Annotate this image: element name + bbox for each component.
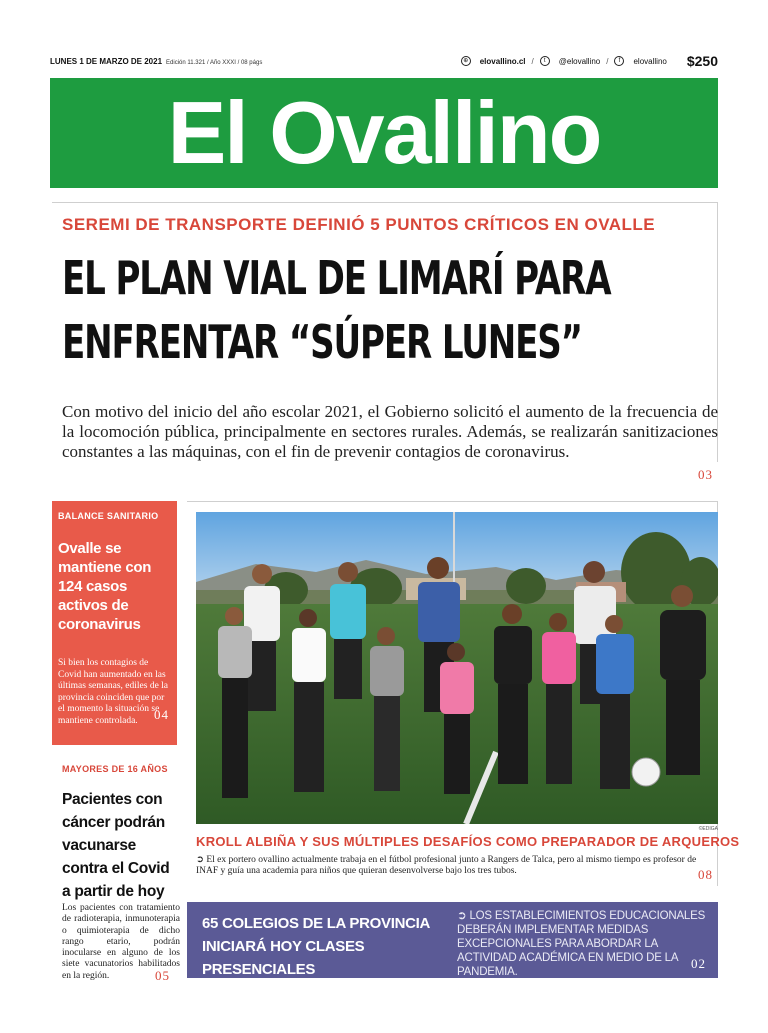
health-box-body: Si bien los contagios de Covid han aumentado en las últimas semanas, ediles de la provincia coinciden que por el momento la situación se mantiene controlada.: [58, 658, 169, 726]
main-story-lede: Con motivo del inicio del año escolar 2021, el Gobierno solicitó el aumento de la frecuencia de la locomoción pública, principalmente en sectores rurales. Además, se realizarán sanitizaciones constantes a las máquinas, con el fin de prevenir contagios de coronavirus.: [62, 402, 718, 461]
web-icon: ⊕: [461, 56, 471, 66]
main-headline-line-1: EL PLAN VIAL DE LIMARÍ PARA: [62, 251, 611, 305]
health-box-tag: BALANCE SANITARIO: [58, 511, 159, 521]
arrow-right-icon: ➲: [457, 910, 470, 922]
health-balance-box[interactable]: [52, 501, 177, 745]
main-story-page-number: 03: [698, 467, 713, 482]
contact-line: [461, 53, 718, 69]
facebook-handle[interactable]: elovallino: [633, 56, 667, 66]
schools-banner-text: LOS ESTABLECIMIENTOS EDUCACIONALES DEBERÁN IMPLEMENTAR MEDIDAS EXCEPCIONALES PARA ABORDAR LA ACTIVIDAD ACADÉMICA EN MEDIO DE LA PANDEMIA.: [457, 910, 706, 978]
twitter-handle[interactable]: @elovallino: [558, 56, 601, 66]
main-story-kicker: SEREMI DE TRANSPORTE DEFINIÓ 5 PUNTOS CRÍTICOS EN OVALLE: [62, 215, 656, 234]
photo-caption-text: El ex portero ovallino actualmente trabaja en el fútbol profesional junto a Rangers de Talca, pero al mismo tiempo es profesor de INAF y guía una academia para niños que quieran desenvolverse bajo los tres tubos.: [196, 855, 697, 876]
newspaper-logo: El Ovallino: [167, 83, 601, 182]
arrow-right-icon: ➲: [196, 855, 207, 865]
website-link[interactable]: elovallino.cl: [479, 56, 526, 66]
main-headline-line-2: ENFRENTAR “SÚPER LUNES”: [62, 315, 582, 369]
vaccine-story-title[interactable]: Pacientes con cáncer podrán vacunarse contra el Covid a partir de hoy: [62, 791, 170, 900]
photo-credit: ©EDIGA: [698, 826, 718, 832]
photo-story-kicker[interactable]: KROLL ALBIÑA Y SUS MÚLTIPLES DESAFÍOS COMO PREPARADOR DE ARQUEROS: [196, 834, 740, 849]
team-photo[interactable]: [196, 512, 718, 824]
issue-date: LUNES 1 DE MARZO DE 2021: [50, 57, 163, 66]
health-box-page-number: 04: [154, 707, 169, 722]
separator: /: [606, 56, 609, 66]
edition-info: Edición 11.321 / Año XXXI / 08 págs: [166, 60, 263, 66]
facebook-icon: f: [614, 56, 624, 66]
health-box-title: Ovalle se mantiene con 124 casos activos de coronavirus: [58, 540, 152, 633]
separator: /: [531, 56, 534, 66]
vaccine-story-body: Los pacientes con tratamiento de radioterapia, inmunoterapia o quimioterapia de dicho rango etario, podrán inocularse en alguno de los siete vacunatorios habilitados en la región.: [62, 903, 180, 981]
schools-banner-title: 65 COLEGIOS DE LA PROVINCIA INICIARÁ HOY CLASES PRESENCIALES: [202, 915, 430, 978]
photo-story-page-number: 08: [698, 867, 713, 882]
schools-banner-text-block: [457, 909, 707, 979]
vaccine-story-tag: MAYORES DE 16 AÑOS: [62, 764, 168, 774]
schools-banner[interactable]: [187, 902, 718, 978]
vaccine-story-page-number: 05: [155, 968, 170, 983]
schools-banner-page-number: 02: [691, 956, 706, 971]
issue-date-line: [50, 57, 262, 66]
masthead: [50, 78, 718, 188]
main-headline: [62, 246, 713, 374]
twitter-icon: t: [540, 56, 550, 66]
price: $250: [686, 53, 718, 69]
photo-story-caption: [196, 855, 718, 877]
